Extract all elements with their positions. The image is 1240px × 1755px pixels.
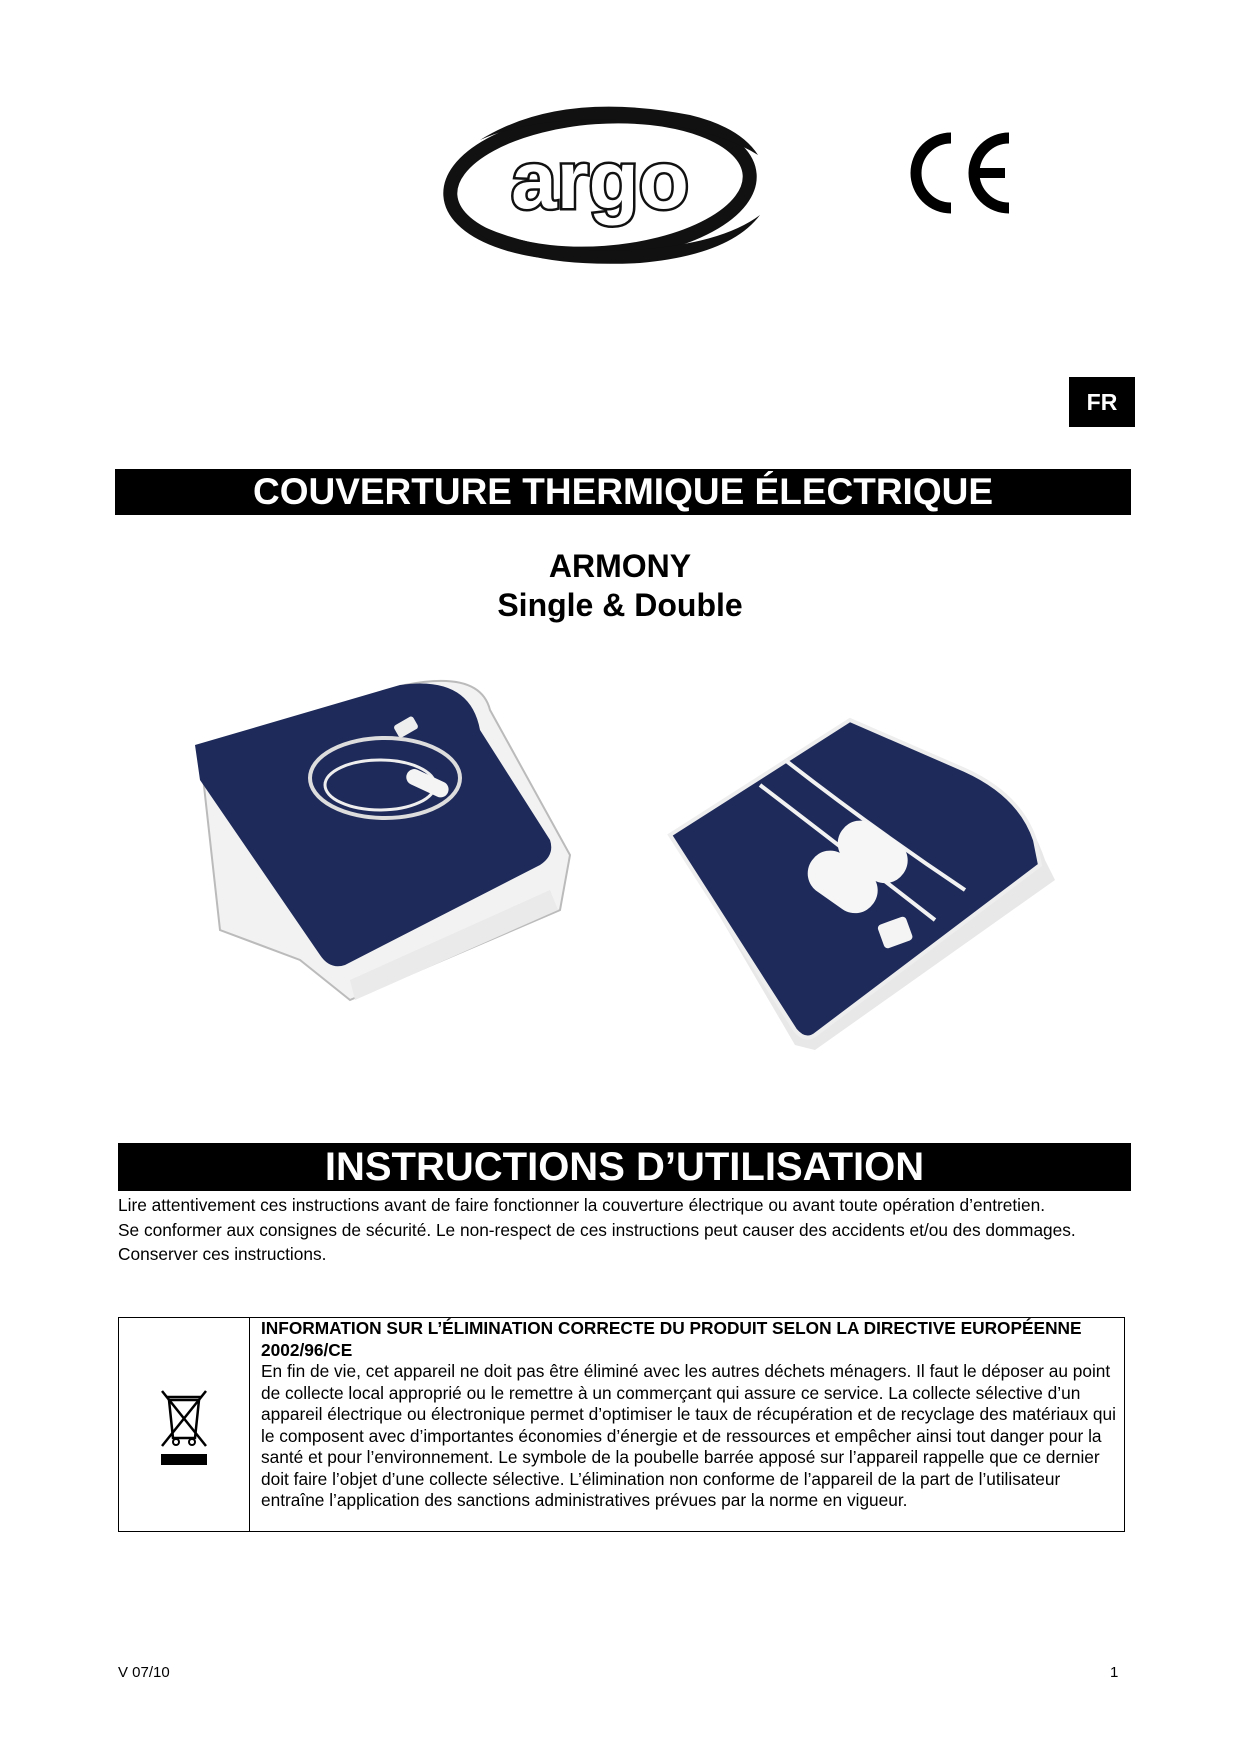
ce-mark-icon xyxy=(905,130,1015,215)
intro-paragraph xyxy=(118,1193,1138,1267)
intro-line-1: Lire attentivement ces instructions avant de faire fonctionner la couverture électrique ou avant toute opération d’entretien. xyxy=(118,1195,1046,1215)
weee-body: En fin de vie, cet appareil ne doit pas être éliminé avec les autres déchets ménagers. Il faut le déposer au point de collecte local approprié ou le remettre à un commerçant qui assure ce service. La collecte sélective d’un appareil électrique ou électronique permet d’optimiser le taux de récupération et de recyclage des matériaux qui le composent avec d’importantes économies d’énergie et de ressources et empêcher ainsi tout danger pour la santé et pour l’environnement. Le symbole de la poubelle barrée apposé sur l’appareil rappelle que ce dernier doit faire l’objet d’une collecte sélective. L’élimination non conforme de l’appareil de la part de l’utilisateur entraîne l’application des sanctions administratives prévues par la norme en vigueur. xyxy=(261,1361,1116,1510)
document-title-band: COUVERTURE THERMIQUE ÉLECTRIQUE xyxy=(115,469,1131,515)
double-blanket-photo xyxy=(665,690,1065,1070)
logo-wordmark: argo xyxy=(511,135,689,226)
single-blanket-photo xyxy=(180,670,580,1025)
instructions-band: INSTRUCTIONS D’UTILISATION xyxy=(118,1143,1131,1191)
argo-logo xyxy=(440,95,770,280)
intro-line-3: Conserver ces instructions. xyxy=(118,1244,327,1264)
weee-text xyxy=(261,1318,1116,1512)
weee-heading: INFORMATION SUR L’ÉLIMINATION CORRECTE DU PRODUIT SELON LA DIRECTIVE EUROPÉENNE 2002/96/CE xyxy=(261,1318,1082,1360)
product-name: ARMONY xyxy=(548,548,692,584)
weee-disposal-box xyxy=(118,1317,1125,1532)
crossed-out-wheelie-bin-icon xyxy=(159,1388,209,1468)
product-variants: Single & Double xyxy=(497,587,743,623)
weee-icon-cell xyxy=(119,1318,250,1531)
language-badge: FR xyxy=(1069,377,1135,427)
page-number: 1 xyxy=(1110,1664,1119,1681)
intro-line-2: Se conformer aux consignes de sécurité. Le non-respect de ces instructions peut causer des accidents et/ou des dommages. xyxy=(118,1219,1076,1240)
version-label: V 07/10 xyxy=(118,1664,170,1681)
